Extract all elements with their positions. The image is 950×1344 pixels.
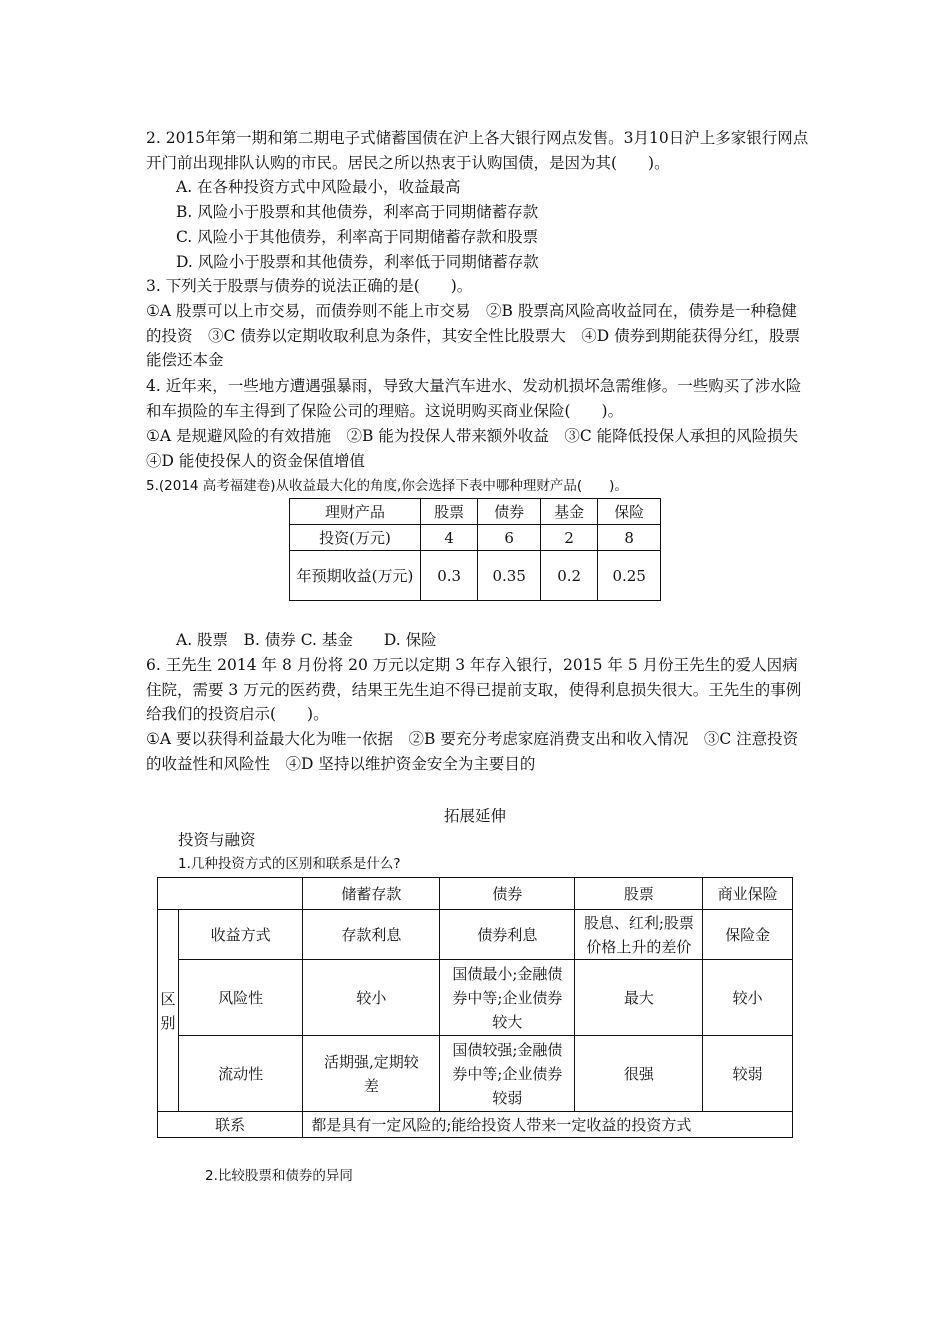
table-header-cell: 股票 <box>575 878 703 910</box>
table-header-cell: 商业保险 <box>703 878 793 910</box>
table-header-cell: 理财产品 <box>290 499 421 525</box>
table-cell: 存款利息 <box>303 910 440 960</box>
table-cell: 最大 <box>575 960 703 1036</box>
table-cell: 2 <box>540 525 597 551</box>
table-header-cell: 储蓄存款 <box>303 878 440 910</box>
table-cell: 保险金 <box>703 910 793 960</box>
question-2-option-d: D. 风险小于股票和其他债券，利率低于同期储蓄存款 <box>176 253 539 271</box>
question-2-option-c: C. 风险小于其他债券，利率高于同期储蓄存款和股票 <box>176 228 539 246</box>
question-5-table <box>289 498 661 601</box>
question-2-option-b: B. 风险小于股票和其他债券，利率高于同期储蓄存款 <box>176 203 539 221</box>
table-header-cell: 股票 <box>421 499 478 525</box>
question-5-stem: 5.(2014 高考福建卷)从收益最大化的角度,你会选择下表中哪种理财产品( )。 <box>146 478 628 494</box>
table-cell: 较小 <box>703 960 793 1036</box>
table-cell: 较小 <box>303 960 440 1036</box>
table-cell: 0.3 <box>421 551 478 601</box>
question-6-stem: 6. 王先生 2014 年 8 月份将 20 万元以定期 3 年存入银行，2015 年 5 月份王先生的爱人因病住院，需要 3 万元的医药费，结果王先生迫不得已提前支取，使得利息损失很大。王先生的事例给我们的投资启示( )。 <box>146 656 802 723</box>
table-cell: 0.2 <box>540 551 597 601</box>
link-label-cell: 联系 <box>158 1112 303 1138</box>
group-label-cell: 区别 <box>158 910 179 1112</box>
table-cell: 国债较强;金融债券中等;企业债券较弱 <box>440 1036 575 1112</box>
question-4-stem: 4. 近年来，一些地方遭遇强暴雨，导致大量汽车进水、发动机损坏急需维修。一些购买了涉水险和车损险的车主得到了保险公司的理赔。这说明购买商业保险( )。 <box>146 377 802 420</box>
row-label-cell: 收益方式 <box>179 910 303 960</box>
table-cell: 8 <box>598 525 661 551</box>
row-label-cell: 风险性 <box>179 960 303 1036</box>
table-cell: 0.35 <box>478 551 541 601</box>
question-4-body: ①A 是规避风险的有效措施 ②B 能为投保人带来额外收益 ③C 能降低投保人承担的风险损失 ④D 能使投保人的资金保值增值 <box>146 427 814 470</box>
table-header-cell: 保险 <box>598 499 661 525</box>
table-cell: 很强 <box>575 1036 703 1112</box>
question-2-stem: 2. 2015年第一期和第二期电子式储蓄国债在沪上各大银行网点发售。3月10日沪上多家银行网点开门前出现排队认购的市民。居民之所以热衷于认购国债，是因为其( )。 <box>146 129 809 172</box>
table-header-cell: 债券 <box>478 499 541 525</box>
table-cell: 活期强,定期较差 <box>303 1036 440 1112</box>
table-cell: 较弱 <box>703 1036 793 1112</box>
table-cell: 4 <box>421 525 478 551</box>
table-cell: 投资(万元) <box>290 525 421 551</box>
table-corner-cell <box>158 878 303 910</box>
table-cell: 债券利息 <box>440 910 575 960</box>
table-cell: 6 <box>478 525 541 551</box>
table-cell: 0.25 <box>598 551 661 601</box>
section-title: 拓展延伸 <box>443 807 506 825</box>
table-header-cell: 基金 <box>540 499 597 525</box>
row-label-cell: 流动性 <box>179 1036 303 1112</box>
investment-comparison-table <box>157 877 793 1138</box>
question-2-option-a: A. 在各种投资方式中风险最小，收益最高 <box>176 178 461 196</box>
question-3-stem: 3. 下列关于股票与债券的说法正确的是( )。 <box>146 277 473 295</box>
table-cell: 年预期收益(万元) <box>290 551 421 601</box>
table-cell: 国债最小;金融债券中等;企业债券较大 <box>440 960 575 1036</box>
section-subtitle: 投资与融资 <box>178 831 256 849</box>
link-text-cell: 都是具有一定风险的;能给投资人带来一定收益的投资方式 <box>303 1112 793 1138</box>
table-cell: 股息、红利;股票价格上升的差价 <box>575 910 703 960</box>
question-5-options: A. 股票 B. 债券 C. 基金 D. 保险 <box>176 631 437 649</box>
question-6-body: ①A 要以获得利益最大化为唯一依据 ②B 要充分考虑家庭消费支出和收入情况 ③C 注意投资的收益性和风险性 ④D 坚持以维护资金安全为主要目的 <box>146 730 799 773</box>
extension-item-2: 2.比较股票和债券的异同 <box>205 1168 353 1184</box>
extension-item-1: 1.几种投资方式的区别和联系是什么? <box>178 856 401 872</box>
question-3-body: ①A 股票可以上市交易，而债券则不能上市交易 ②B 股票高风险高收益同在，债券是一种稳健的投资 ③C 债券以定期收取利息为条件，其安全性比股票大 ④D 债券到期能获得分红，股票能偿还本金 <box>146 302 801 369</box>
table-header-cell: 债券 <box>440 878 575 910</box>
